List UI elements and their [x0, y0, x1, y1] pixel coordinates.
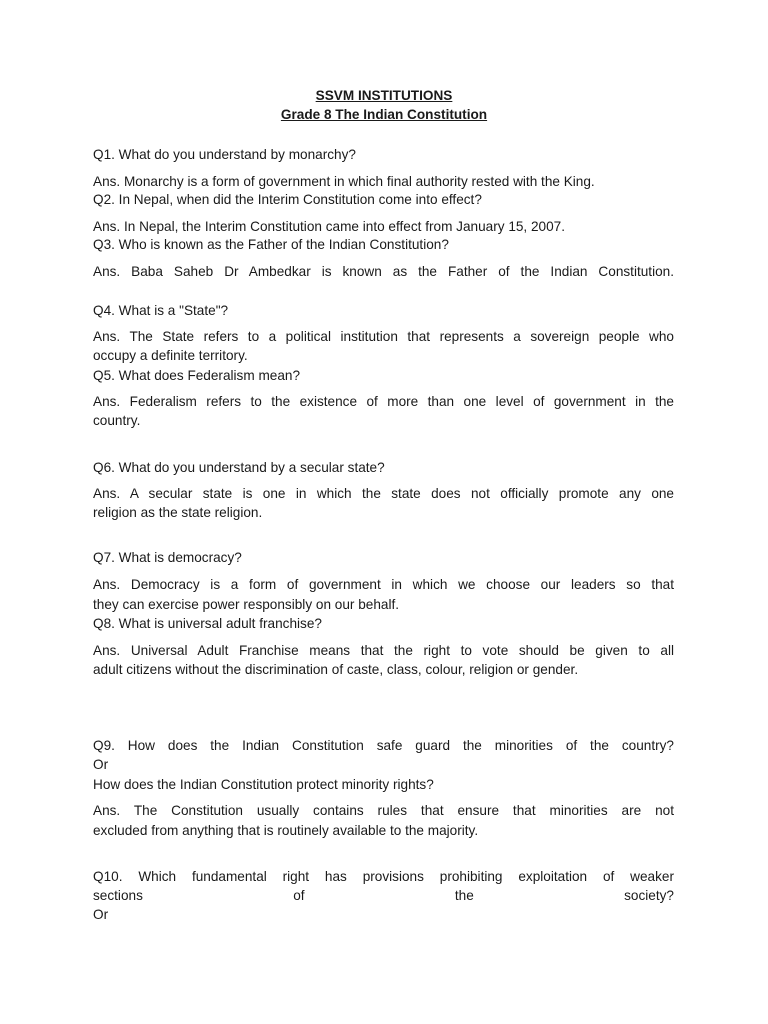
answer-7-line-2: they can exercise power responsibly on our behalf. [93, 597, 400, 612]
institution-title: SSVM INSTITUTIONS [315, 88, 453, 103]
answer-4-line-1: Ans. The State refers to a political institution that represents a sovereign people who [93, 329, 674, 344]
page-subtitle: Grade 8 The Indian Constitution [280, 107, 488, 122]
question-9-alternate: How does the Indian Constitution protect minority rights? [93, 777, 434, 792]
question-6: Q6. What do you understand by a secular state? [93, 460, 385, 475]
question-10-line-1: Q10. Which fundamental right has provisions prohibiting exploitation of weaker [93, 869, 674, 884]
question-7: Q7. What is democracy? [93, 550, 242, 565]
question-9: Q9. How does the Indian Constitution safe guard the minorities of the country? [93, 738, 674, 753]
answer-9-line-2: excluded from anything that is routinely available to the majority. [93, 823, 479, 838]
answer-7-line-1: Ans. Democracy is a form of government in which we choose our leaders so that [93, 577, 674, 592]
question-5: Q5. What does Federalism mean? [93, 368, 301, 383]
answer-9-line-1: Ans. The Constitution usually contains rules that ensure that minorities are not [93, 803, 674, 818]
question-9-or: Or [93, 757, 109, 772]
question-10-line-2: sections of the society? [93, 888, 674, 903]
answer-8-line-2: adult citizens without the discrimination of caste, class, colour, religion or gender. [93, 662, 579, 677]
question-4: Q4. What is a "State"? [93, 303, 229, 318]
answer-1: Ans. Monarchy is a form of government in which final authority rested with the King. [93, 174, 595, 189]
question-1: Q1. What do you understand by monarchy? [93, 147, 356, 162]
answer-6-line-2: religion as the state religion. [93, 505, 263, 520]
question-3: Q3. Who is known as the Father of the Indian Constitution? [93, 237, 449, 252]
question-10-or: Or [93, 907, 109, 922]
question-2: Q2. In Nepal, when did the Interim Constitution come into effect? [93, 192, 482, 207]
answer-3: Ans. Baba Saheb Dr Ambedkar is known as the Father of the Indian Constitution. [93, 264, 674, 279]
answer-2: Ans. In Nepal, the Interim Constitution came into effect from January 15, 2007. [93, 219, 566, 234]
answer-5-line-1: Ans. Federalism refers to the existence of more than one level of government in the [93, 394, 674, 409]
answer-4-line-2: occupy a definite territory. [93, 348, 248, 363]
answer-8-line-1: Ans. Universal Adult Franchise means that the right to vote should be given to all [93, 643, 674, 658]
answer-6-line-1: Ans. A secular state is one in which the state does not officially promote any one [93, 486, 674, 501]
question-8: Q8. What is universal adult franchise? [93, 616, 322, 631]
answer-5-line-2: country. [93, 413, 141, 428]
